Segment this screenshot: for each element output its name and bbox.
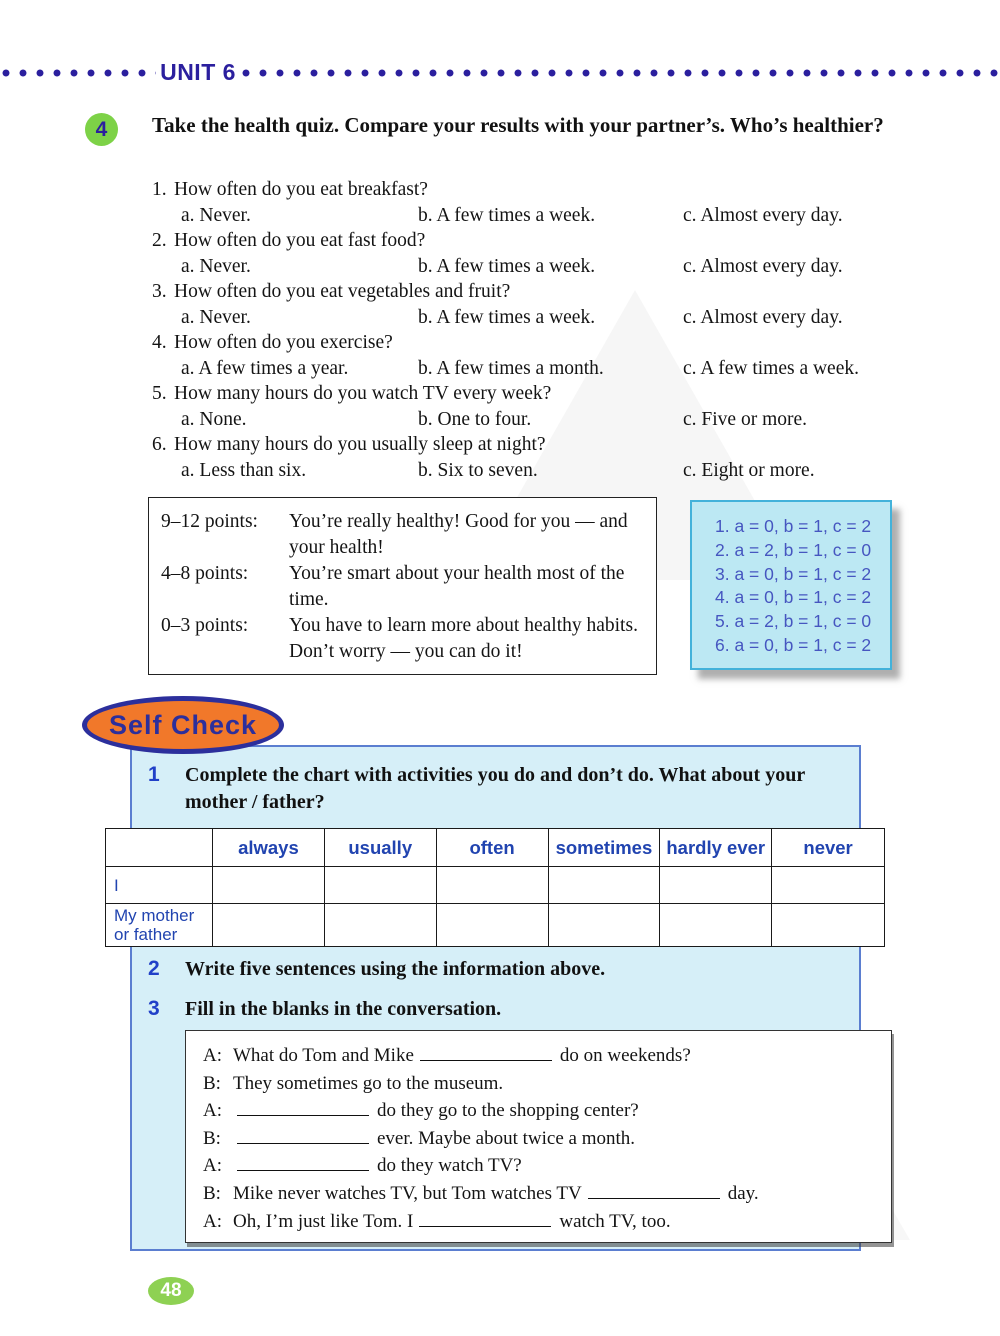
option-a: a. Never. <box>181 204 251 226</box>
option-a: a. Never. <box>181 255 251 277</box>
key-line: 5. a = 2, b = 1, c = 0 <box>715 611 872 632</box>
item-3-text: Fill in the blanks in the conversation. <box>185 998 502 1020</box>
option-a: a. None. <box>181 408 247 430</box>
speaker-label: B: <box>203 1182 221 1204</box>
score-text: You’re smart about your health most of the time. <box>289 563 625 610</box>
fill-in-blank <box>420 1047 552 1061</box>
line-text: ever. Maybe about twice a month. <box>377 1127 636 1149</box>
page-number-badge: 48 <box>148 1277 194 1305</box>
question-number: 6. <box>152 434 167 455</box>
question-text: How often do you eat breakfast? <box>174 179 428 200</box>
key-line: 1. a = 0, b = 1, c = 2 <box>715 516 872 536</box>
conversation-line <box>203 1208 891 1236</box>
option-c: c. Five or more. <box>683 408 808 430</box>
chart-corner-cell <box>106 829 213 867</box>
quiz-question <box>152 432 962 483</box>
option-a: a. Never. <box>181 306 251 328</box>
quiz-question <box>152 381 962 432</box>
option-c: c. A few times a week. <box>683 357 859 379</box>
self-check-badge: Self Check <box>82 696 284 754</box>
question-number: 5. <box>152 383 167 404</box>
chart-cell <box>772 904 884 946</box>
fill-in-blank <box>419 1213 551 1227</box>
conversation-line <box>203 1125 891 1153</box>
chart-header: never <box>772 829 884 867</box>
question-number: 2. <box>152 230 167 251</box>
chart-cell <box>549 867 661 904</box>
speaker-label: A: <box>203 1155 222 1177</box>
score-text: You’re really healthy! Good for you — and your health! <box>289 511 628 558</box>
score-range: 4–8 points: <box>161 563 249 584</box>
fill-in-blank <box>588 1185 720 1199</box>
chart-header: often <box>437 829 549 867</box>
option-b: b. A few times a week. <box>418 255 596 277</box>
chart-cell <box>325 904 437 946</box>
fill-in-blank <box>237 1157 369 1171</box>
item-1-text: Complete the chart with activities you do and don’t do. What about your mother / father? <box>185 764 805 813</box>
exercise-number-badge: 4 <box>85 113 118 146</box>
quiz-question <box>152 330 962 381</box>
chart-cell <box>437 904 549 946</box>
chart-header: hardly ever <box>660 829 772 867</box>
score-range: 0–3 points: <box>161 615 249 636</box>
question-text: How often do you exercise? <box>174 332 393 353</box>
speaker-label: B: <box>203 1127 221 1149</box>
score-row <box>161 509 648 561</box>
conversation-line <box>203 1180 891 1208</box>
unit-header: UNIT 6 <box>160 59 236 85</box>
score-row <box>161 561 648 613</box>
line-text: do they go to the shopping center? <box>377 1100 639 1122</box>
quiz-question <box>152 279 962 330</box>
key-line: 3. a = 0, b = 1, c = 2 <box>715 563 872 584</box>
item-1-number: 1 <box>148 763 160 786</box>
chart-cell <box>325 867 437 904</box>
option-c: c. Almost every day. <box>683 204 843 226</box>
option-b: b. A few times a week. <box>418 204 596 226</box>
conversation-line <box>203 1152 891 1180</box>
option-c: c. Eight or more. <box>683 459 815 481</box>
chart-cell <box>437 867 549 904</box>
speaker-label: B: <box>203 1072 221 1094</box>
option-c: c. Almost every day. <box>683 255 843 277</box>
chart-cell <box>549 904 661 946</box>
question-number: 3. <box>152 281 167 302</box>
line-text: They sometimes go to the museum. <box>233 1072 504 1094</box>
line-text: Oh, I’m just like Tom. I <box>233 1210 414 1232</box>
quiz-question <box>152 228 962 279</box>
chart-header: sometimes <box>549 829 661 867</box>
question-text: How many hours do you watch TV every week? <box>174 383 552 404</box>
conversation-line <box>203 1097 891 1125</box>
scoring-box <box>148 497 657 675</box>
exercise-title: Take the health quiz. Compare your results with your partner’s. Who’s healthier? <box>152 113 884 137</box>
option-c: c. Almost every day. <box>683 306 843 328</box>
conversation-line <box>203 1070 891 1098</box>
line-text: do they watch TV? <box>377 1155 522 1177</box>
key-line: 6. a = 0, b = 1, c = 2 <box>715 634 872 655</box>
chart-header: usually <box>325 829 437 867</box>
question-number: 1. <box>152 179 167 200</box>
dotted-rule-right <box>240 67 1000 79</box>
option-a: a. Less than six. <box>181 459 307 481</box>
fill-in-blank <box>237 1102 369 1116</box>
option-b: b. A few times a month. <box>418 357 604 379</box>
conversation-line <box>203 1042 891 1070</box>
answer-key-box <box>690 500 892 670</box>
speaker-label: A: <box>203 1100 222 1122</box>
key-line: 4. a = 0, b = 1, c = 2 <box>715 587 872 608</box>
item-2-text: Write five sentences using the information above. <box>185 958 606 980</box>
question-text: How many hours do you usually sleep at night? <box>174 434 546 455</box>
line-text: What do Tom and Mike <box>233 1045 414 1066</box>
score-row <box>161 613 648 665</box>
question-number: 4. <box>152 332 167 353</box>
chart-cell <box>213 904 325 946</box>
chart-cell <box>660 867 772 904</box>
frequency-chart <box>105 828 885 947</box>
chart-cell <box>213 867 325 904</box>
chart-row-label: I <box>106 867 213 904</box>
line-text: day. <box>727 1182 759 1204</box>
speaker-label: A: <box>203 1210 222 1232</box>
key-line: 2. a = 2, b = 1, c = 0 <box>715 539 872 560</box>
item-3-number: 3 <box>148 997 160 1020</box>
question-text: How often do you eat vegetables and fruit? <box>174 281 511 302</box>
option-b: b. A few times a week. <box>418 306 596 328</box>
line-text: Mike never watches TV, but Tom watches TV <box>233 1182 582 1204</box>
option-a: a. A few times a year. <box>181 357 349 379</box>
score-text: You have to learn more about healthy habits. Don’t worry — you can do it! <box>289 615 638 662</box>
question-text: How often do you eat fast food? <box>174 230 426 251</box>
option-b: b. One to four. <box>418 408 532 430</box>
quiz-question <box>152 177 962 228</box>
conversation-box <box>185 1030 892 1243</box>
chart-row-label: My mother or father <box>106 904 213 946</box>
line-text: do on weekends? <box>559 1045 691 1066</box>
fill-in-blank <box>237 1130 369 1144</box>
item-2-number: 2 <box>148 957 160 980</box>
chart-cell <box>772 867 884 904</box>
option-b: b. Six to seven. <box>418 459 538 481</box>
chart-cell <box>660 904 772 946</box>
line-text: watch TV, too. <box>559 1210 671 1232</box>
score-range: 9–12 points: <box>161 511 258 532</box>
speaker-label: A: <box>203 1045 222 1066</box>
dotted-rule-left <box>0 67 156 79</box>
chart-header: always <box>213 829 325 867</box>
health-quiz <box>152 177 962 483</box>
